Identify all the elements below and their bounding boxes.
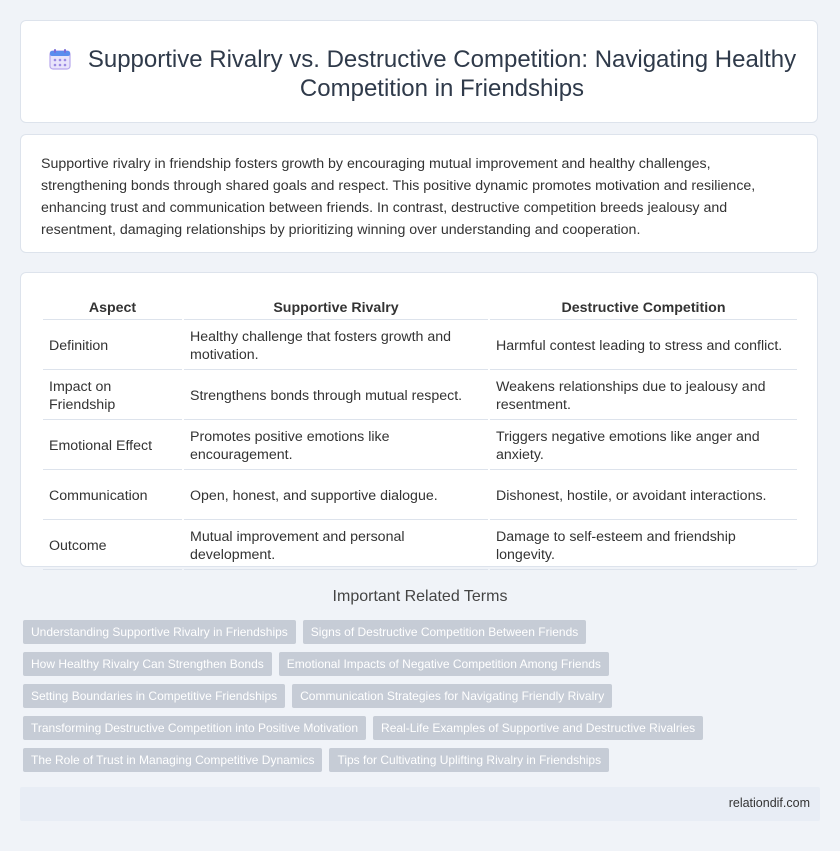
aspect-cell: Impact on Friendship (43, 372, 182, 420)
column-header-supportive-rivalry: Supportive Rivalry (184, 296, 488, 320)
tag-row (23, 620, 803, 644)
aspect-cell: Communication (43, 472, 182, 520)
aspect-cell: Outcome (43, 522, 182, 570)
related-term-tag[interactable]: Understanding Supportive Rivalry in Friendships (23, 620, 296, 644)
supportive-cell: Promotes positive emotions like encouragement. (184, 422, 488, 470)
header-card (20, 20, 818, 123)
related-terms-heading: Important Related Terms (332, 588, 508, 605)
page-title: Supportive Rivalry vs. Destructive Competition: Navigating Healthy Competition in Friendships (87, 46, 797, 102)
tag-row (23, 652, 803, 676)
related-term-tag[interactable]: Emotional Impacts of Negative Competition Among Friends (279, 652, 609, 676)
related-term-tag[interactable]: Tips for Cultivating Uplifting Rivalry in Friendships (329, 748, 609, 772)
destructive-cell: Harmful contest leading to stress and conflict. (490, 322, 797, 370)
aspect-cell: Definition (43, 322, 182, 370)
related-term-tag[interactable]: Signs of Destructive Competition Between Friends (303, 620, 586, 644)
table-row (43, 472, 797, 520)
column-header-aspect: Aspect (43, 296, 182, 320)
related-terms-list (23, 620, 803, 780)
intro-paragraph: Supportive rivalry in friendship fosters growth by encouraging mutual improvement and healthy challenges, strengthening bonds through shared goals and respect. This positive dynamic promotes motivation and resilience, enhancing trust and communication between friends. In contrast, destructive competition breeds jealousy and resentment, damaging relationships by prioritizing winning over understanding and cooperation. (41, 156, 756, 238)
table-row (43, 372, 797, 420)
related-term-tag[interactable]: Real-Life Examples of Supportive and Destructive Rivalries (373, 716, 703, 740)
footer (20, 787, 820, 821)
related-term-tag[interactable]: The Role of Trust in Managing Competitive Dynamics (23, 748, 322, 772)
table-header-row (43, 296, 797, 320)
related-term-tag[interactable]: Setting Boundaries in Competitive Friendships (23, 684, 285, 708)
related-term-tag[interactable]: Transforming Destructive Competition into Positive Motivation (23, 716, 366, 740)
related-term-tag[interactable]: Communication Strategies for Navigating Friendly Rivalry (292, 684, 612, 708)
tag-row (23, 748, 803, 772)
related-term-tag[interactable]: How Healthy Rivalry Can Strengthen Bonds (23, 652, 272, 676)
column-header-destructive-competition: Destructive Competition (490, 296, 797, 320)
table-row (43, 322, 797, 370)
intro-card (20, 134, 818, 253)
destructive-cell: Triggers negative emotions like anger and anxiety. (490, 422, 797, 470)
destructive-cell: Damage to self-esteem and friendship longevity. (490, 522, 797, 570)
tag-row (23, 716, 803, 740)
destructive-cell: Weakens relationships due to jealousy and resentment. (490, 372, 797, 420)
supportive-cell: Strengthens bonds through mutual respect. (184, 372, 488, 420)
table-row (43, 522, 797, 570)
site-link[interactable]: relationdif.com (728, 796, 810, 810)
destructive-cell: Dishonest, hostile, or avoidant interactions. (490, 472, 797, 520)
tag-row (23, 684, 803, 708)
supportive-cell: Mutual improvement and personal development. (184, 522, 488, 570)
comparison-table (41, 294, 799, 572)
calendar-icon (48, 47, 72, 71)
table-row (43, 422, 797, 470)
aspect-cell: Emotional Effect (43, 422, 182, 470)
supportive-cell: Healthy challenge that fosters growth and motivation. (184, 322, 488, 370)
comparison-table-card (20, 272, 818, 567)
supportive-cell: Open, honest, and supportive dialogue. (184, 472, 488, 520)
